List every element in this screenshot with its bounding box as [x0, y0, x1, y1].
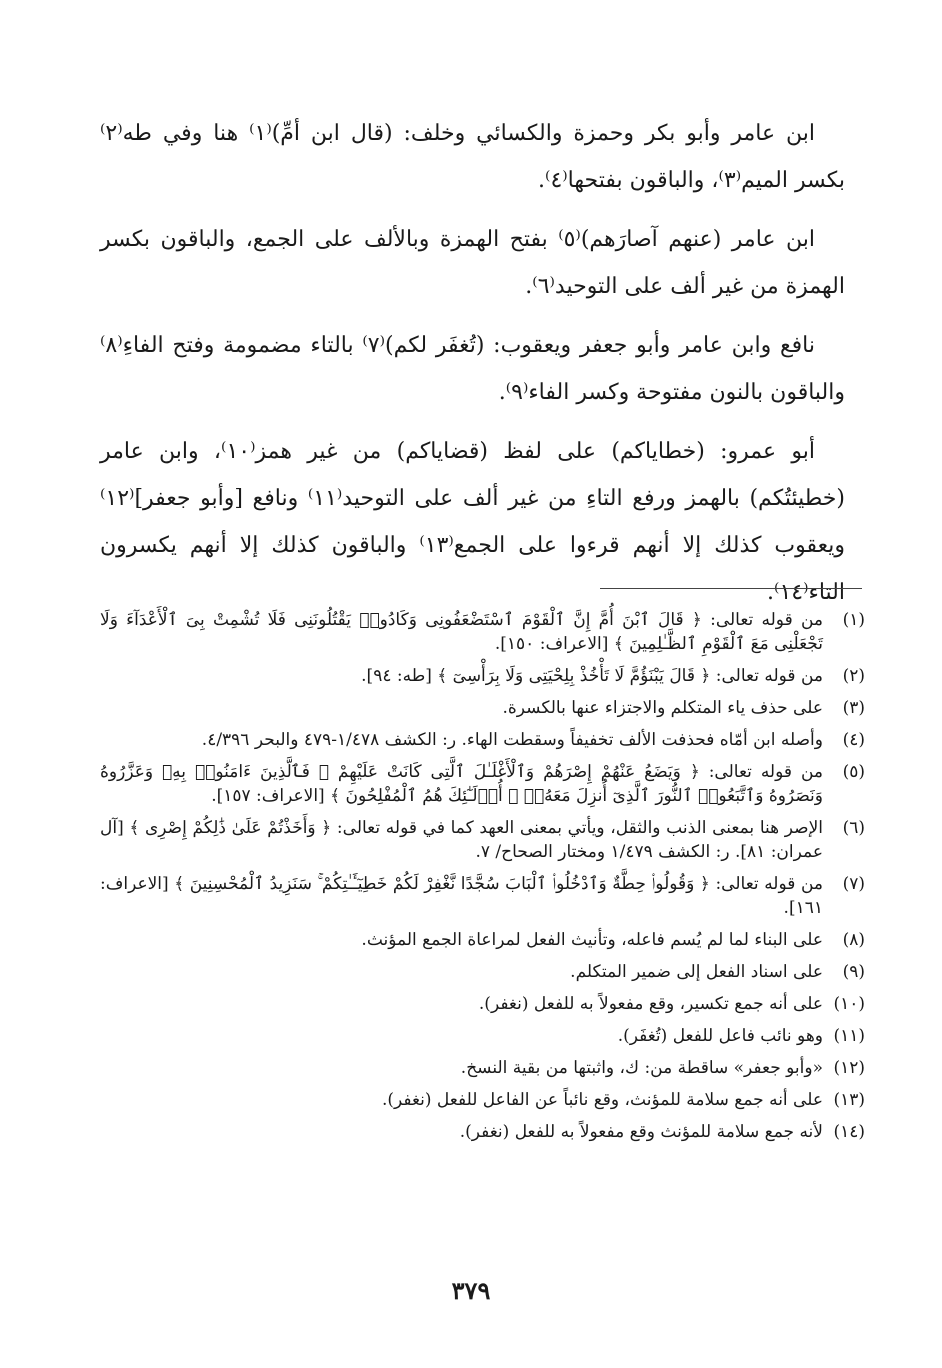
footnote [100, 960, 865, 984]
footnote-text: على أنه جمع سلامة للمؤنث، وقع نائباً عن الفاعل للفعل (نغفر). [381, 1090, 823, 1110]
footnote-text: لأنه جمع سلامة للمؤنث وقع مفعولاً به للفعل (نغفر). [459, 1122, 823, 1142]
footnote-text: على اسناد الفعل إلى ضمير المتكلم. [570, 962, 823, 982]
footnote [100, 1056, 865, 1080]
footnote-number: (١٠) [833, 994, 865, 1014]
footnote-number: (٢) [842, 666, 865, 686]
footnote-divider [600, 588, 862, 589]
footnote [100, 816, 865, 864]
footnote [100, 760, 865, 808]
footnote [100, 608, 865, 656]
footnote-number: (٤) [842, 730, 865, 750]
footnote-number: (١٤) [833, 1122, 865, 1142]
footnote-number: (١) [842, 610, 865, 630]
footnote-text: على حذف ياء المتكلم والاجتزاء عنها بالكسرة. [502, 698, 823, 718]
footnote-text: من قوله تعالى: ﴿ وَيَضَعُ عَنْهُمْ إِصْرَهُمْ وَٱلْأَغْلَـٰلَ ٱلَّتِى كَانَتْ عَلَيْهِمْ ۚ فَٱلَّذِينَ ءَامَنُوا۟ بِهِۦ وَعَزَّرُوهُ وَنَصَرُوهُ وَٱتَّبَعُوا۟ ٱلنُّورَ ٱلَّذِىٓ أُنزِلَ مَعَهُۥٓ ۙ أُو۟لَـٰٓئِكَ هُمُ ٱلْمُفْلِحُونَ ﴾ [الاعراف: ١٥٧]. [100, 762, 823, 806]
footnote-number: (٣) [842, 698, 865, 718]
page-number: ٣٧٩ [451, 1276, 491, 1305]
footnotes [100, 608, 865, 1152]
footnote-number: (٩) [842, 962, 865, 982]
footnote-number: (٧) [842, 874, 865, 894]
footnote-text: وهو نائب فاعل للفعل (تُغفَر). [617, 1026, 823, 1046]
footnote [100, 1120, 865, 1144]
footnote-text: وأصله ابن أمّاه فحذفت الألف تخفيفاً وسقطت الهاء. ر: الكشف ١/٤٧٨-٤٧٩ والبحر ٤/٣٩٦. [201, 730, 823, 750]
footnote-number: (١٢) [833, 1058, 865, 1078]
paragraph: نافع وابن عامر وأبو جعفر ويعقوب: (تُغفَر لكم)⁽٧⁾ بالتاء مضمومة وفتح الفاءِ⁽٨⁾ والباقون بالنون مفتوحة وكسر الفاء⁽٩⁾. [100, 333, 845, 405]
footnote-text: الإصر هنا بمعنى الذنب والثقل، ويأتي بمعنى العهد كما في قوله تعالى: ﴿ وَأَخَذْتُمْ عَلَىٰ ذَٰلِكُمْ إِصْرِى ﴾ [آل عمران: ٨١]. ر: الكشف ١/٤٧٩ ومختار الصحاح/ ٧. [100, 818, 823, 862]
footnote [100, 1024, 865, 1048]
footnote-number: (١١) [833, 1026, 865, 1046]
footnote [100, 728, 865, 752]
footnote-text: من قوله تعالى: ﴿ قَالَ ٱبْنَ أُمَّ إِنَّ ٱلْقَوْمَ ٱسْتَضْعَفُونِى وَكَادُوا۟ يَقْتُلُونَنِى فَلَا تُشْمِتْ بِىَ ٱلْأَعْدَآءَ وَلَا تَجْعَلْنِى مَعَ ٱلْقَوْمِ ٱلظَّـٰلِمِينَ ﴾ [الاعراف: ١٥٠]. [100, 610, 823, 654]
footnote-number: (٦) [842, 818, 865, 838]
footnote [100, 928, 865, 952]
paragraph: أبو عمرو: (خطاياكم) على لفظ (قضاياكم) من غير همز⁽١٠⁾، وابن عامر (خطيئتُكم) بالهمز ورفع التاءِ من غير ألف على التوحيد⁽١١⁾ ونافع [وأبو جعفر]⁽١٢⁾ ويعقوب كذلك إلا أنهم قرءوا على الجمع⁽١٣⁾ والباقون كذلك إلا أنهم يكسرون التاء⁽١٤⁾. [100, 439, 845, 605]
footnote-text: على البناء لما لم يُسم فاعله، وتأنيث الفعل لمراعاة الجمع المؤنث. [361, 930, 823, 950]
footnote-number: (٥) [842, 762, 865, 782]
main-text [100, 110, 845, 628]
footnote [100, 1088, 865, 1112]
paragraph: ابن عامر وأبو بكر وحمزة والكسائي وخلف: (قال ابن أمِّ)⁽١⁾ هنا وفي طه⁽٢⁾ بكسر الميم⁽٣⁾، والباقون بفتحها⁽٤⁾. [100, 121, 845, 193]
footnote-text: من قوله تعالى: ﴿ وَقُولُوا۟ حِطَّةٌ وَٱدْخُلُوا۟ ٱلْبَابَ سُجَّدًا نَّغْفِرْ لَكُمْ خَطِيٓـَٔـٰتِكُمْ ۚ سَنَزِيدُ ٱلْمُحْسِنِينَ ﴾ [الاعراف: ١٦١]. [100, 874, 823, 918]
footnote [100, 664, 865, 688]
footnote [100, 872, 865, 920]
footnote-text: على أنه جمع تكسير، وقع مفعولاً به للفعل (نغفر). [478, 994, 823, 1014]
paragraph: ابن عامر (عنهم آصارَهم)⁽٥⁾ بفتح الهمزة وبالألف على الجمع، والباقون بكسر الهمزة من غير ألف على التوحيد⁽٦⁾. [100, 227, 845, 299]
footnote-text: «وأبو جعفر» ساقطة من: ك، واثبتها من بقية النسخ. [460, 1058, 823, 1078]
footnote-number: (٨) [842, 930, 865, 950]
footnote-text: من قوله تعالى: ﴿ قَالَ يَبْنَؤُمَّ لَا تَأْخُذْ بِلِحْيَتِى وَلَا بِرَأْسِىٓ ﴾ [طه: ٩٤]. [361, 666, 823, 686]
footnote [100, 992, 865, 1016]
footnote-number: (١٣) [833, 1090, 865, 1110]
footnote [100, 696, 865, 720]
